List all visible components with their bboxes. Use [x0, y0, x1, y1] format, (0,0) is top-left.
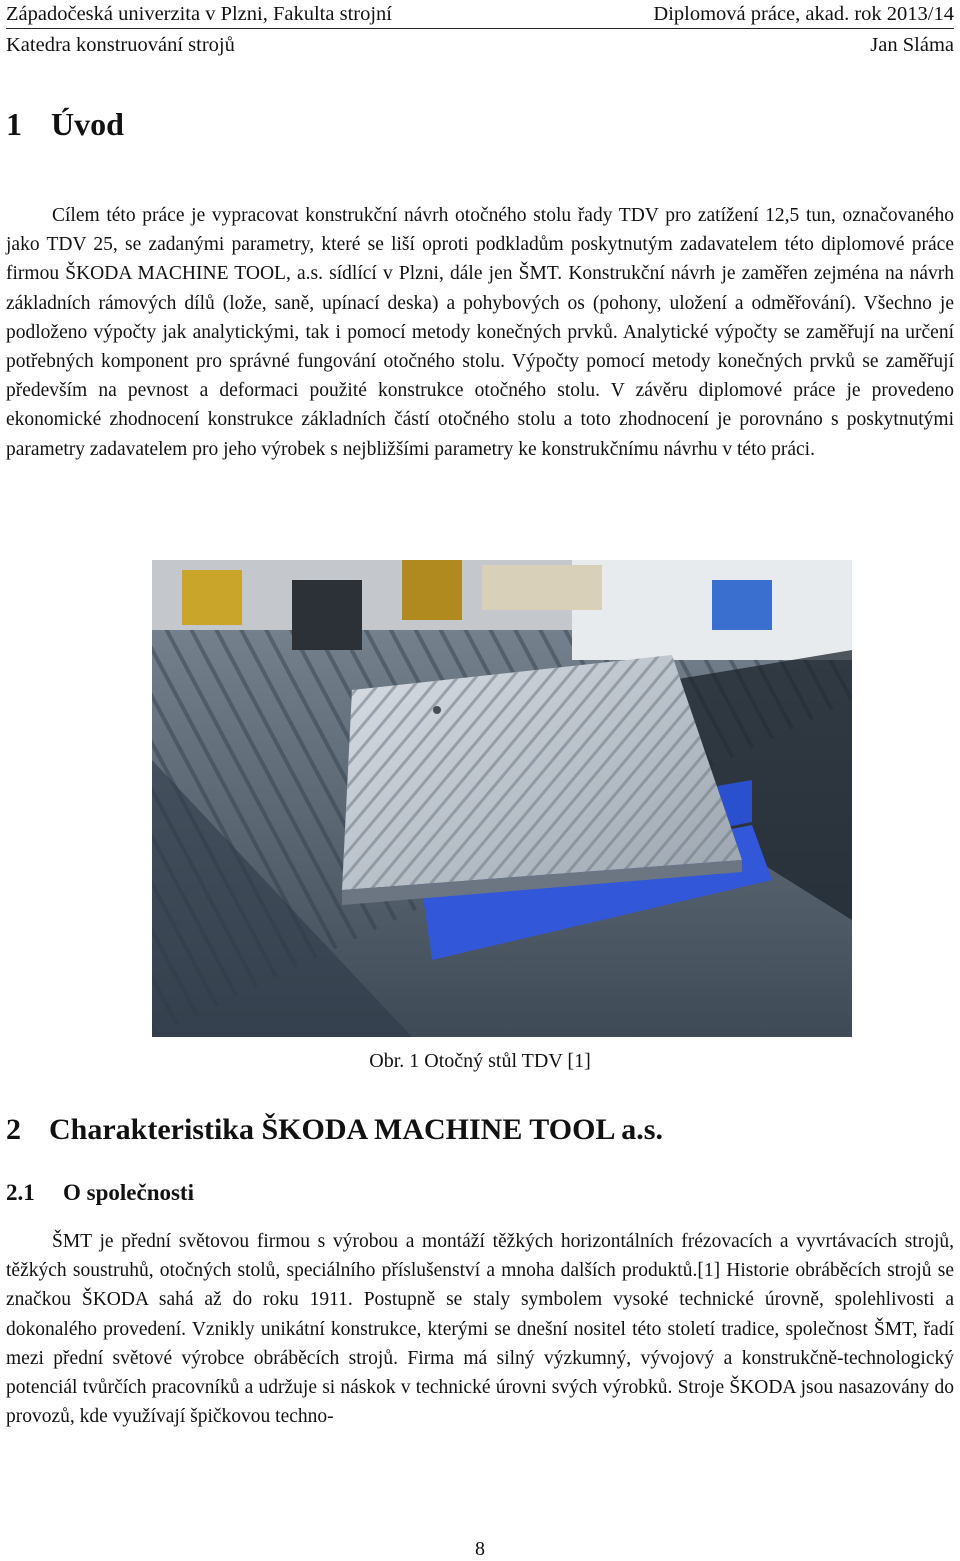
- section-1-paragraph: Cílem této práce je vypracovat konstrukční návrh otočného stolu řady TDV pro zatížení 12,5 tun, označovaného jako TDV 25, se zadanými parametry, které se liší oproti podkladům poskytnutým zadavatelem této diplomové práce firmou ŠKODA MACHINE TOOL, a.s. sídlící v Plzni, dále jen ŠMT. Konstrukční návrh je zaměřen zejména na návrh základních rámových dílů (lože, saně, upínací deska) a pohybových os (pohony, uložení a odměřování). Všechno je podloženo výpočty jak analytickými, tak i pomocí metody konečných prvků. Analytické výpočty se zaměřují na určení potřebných komponent pro správné fungování otočného stolu. Výpočty pomocí metody konečných prvků se zaměřují především na pevnost a deformaci použité konstrukce otočného stolu. V závěru diplomové práce je provedeno ekonomické zhodnocení konstrukce základních částí otočného stolu a toto zhodnocení je porovnáno s poskytnutými parametry zadavatelem pro jeho výrobek s nejbližšími parametry ke konstrukčnímu návrhu v této práci.: [6, 205, 954, 460]
- section-1-title: Úvod: [51, 106, 124, 142]
- section-1-heading: [6, 106, 124, 143]
- section-2-1-title: O společnosti: [63, 1180, 194, 1205]
- page-number: 8: [475, 1538, 485, 1560]
- section-2-1-number: 2.1: [6, 1180, 35, 1205]
- rotary-table-photo: [152, 560, 852, 1037]
- page-header: [6, 0, 954, 59]
- header-thesis: Diplomová práce, akad. rok 2013/14: [653, 3, 954, 25]
- section-2-title: Charakteristika ŠKODA MACHINE TOOL a.s.: [49, 1113, 663, 1146]
- section-1-number: 1: [6, 106, 22, 142]
- section-2-1-heading: [6, 1180, 194, 1206]
- header-university: Západočeská univerzita v Plzni, Fakulta strojní: [6, 3, 392, 25]
- figure-caption: Obr. 1 Otočný stůl TDV [1]: [369, 1050, 591, 1072]
- rotary-table-illustration: [152, 560, 852, 1037]
- section-2-heading: [6, 1113, 663, 1147]
- header-department: Katedra konstruování strojů: [6, 34, 235, 56]
- header-author: Jan Sláma: [870, 34, 954, 56]
- header-row-top: [6, 0, 954, 29]
- section-2-1-paragraph: ŠMT je přední světovou firmou s výrobou a montáží těžkých horizontálních frézovacích a vyvrtávacích strojů, těžkých soustruhů, otočných stolů, speciálního příslušenství a mnoha dalších produktů.[1] Historie obráběcích strojů se značkou ŠKODA sahá až do roku 1911. Postupně se staly symbolem vysoké technické úrovně, spolehlivosti a dokonalého provedení. Vznikly unikátní konstrukce, kterými se dnešní nositel této století tradice, společnost ŠMT, řadí mezi přední světové výrobce obráběcích strojů. Firma má silný výzkumný, vývojový a konstrukčně-technologický potenciál tvůrčích pracovníků a udržuje si náskok v technické úrovni svých výrobků. Stroje ŠKODA jsou nasazovány do provozů, kde využívají špičkovou techno-: [6, 1231, 954, 1428]
- header-row-bottom: [6, 29, 954, 59]
- section-2-number: 2: [6, 1113, 21, 1146]
